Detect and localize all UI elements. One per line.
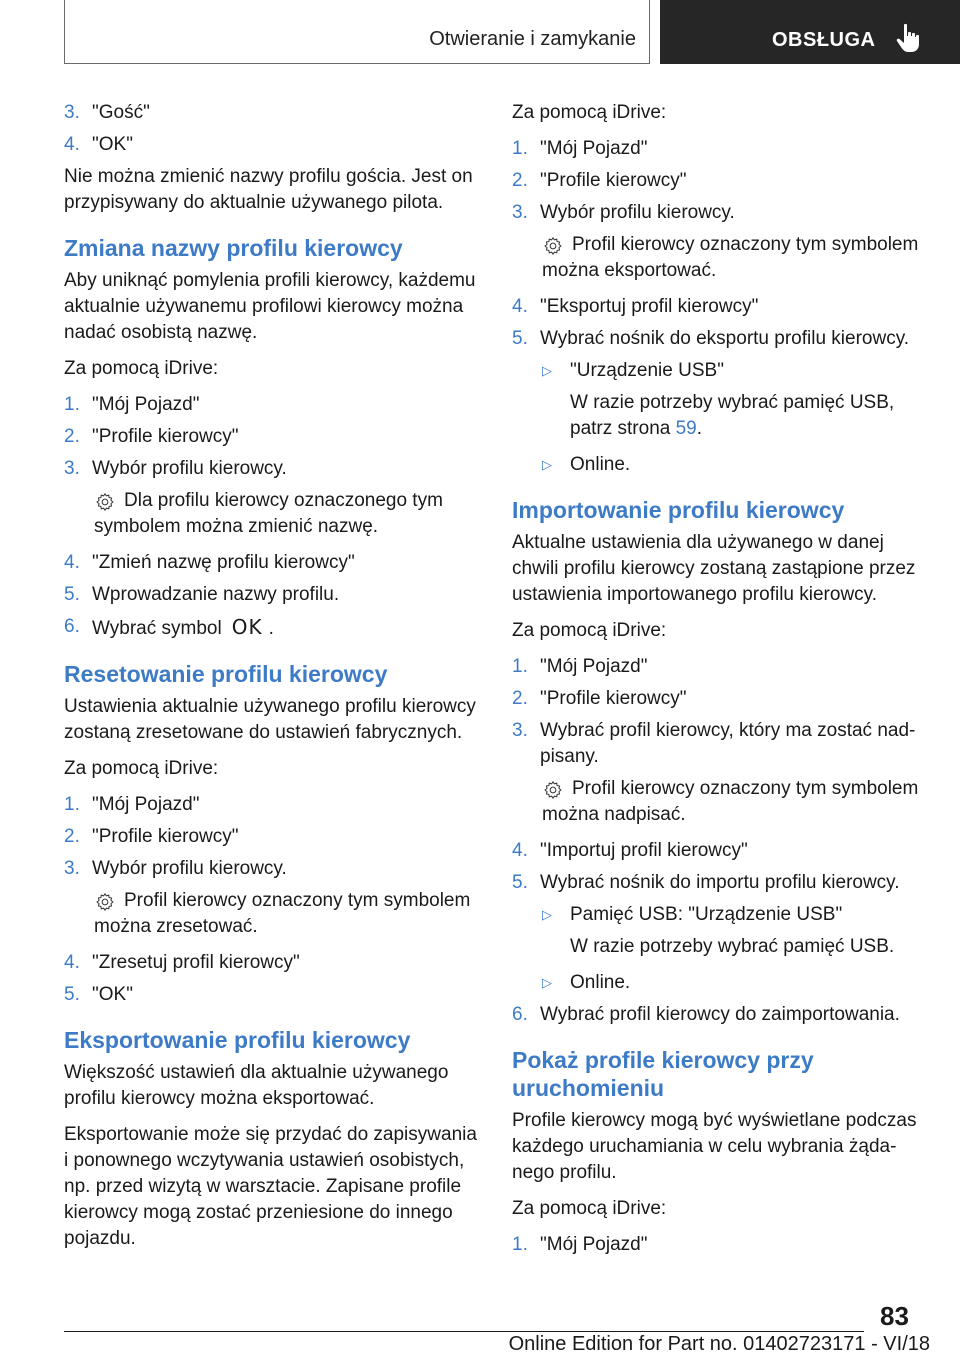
list-item: [64, 582, 482, 608]
list-item: [64, 982, 482, 1008]
list-number: 3.: [512, 202, 528, 223]
list-item: [512, 326, 930, 352]
list-item: [512, 136, 930, 162]
heading-export: Eksportowanie profilu kierowcy: [64, 1027, 411, 1053]
list-number: 3.: [64, 858, 80, 879]
list-text: "OK": [92, 134, 133, 155]
triangle-bullet-icon: ▷: [542, 363, 552, 378]
list-item: [64, 424, 482, 450]
list-item: [64, 950, 482, 976]
chapter-tab-label: OBSŁUGA: [772, 29, 876, 51]
list-text: "Eksportuj profil kierowcy": [540, 296, 759, 317]
list-item: [512, 1232, 930, 1258]
paragraph-show-profiles: Profile kierowcy mogą być wyświetlane podczas każdego uruchamiania w celu wybrania żądanego profilu.: [512, 1110, 917, 1183]
note-import: [512, 776, 930, 828]
list-item: [64, 392, 482, 418]
list-text: "Profile kierowcy": [92, 826, 239, 847]
bullet-item: [512, 970, 930, 996]
page-link[interactable]: 59: [675, 418, 697, 439]
paragraph-idrive: Za pomocą iDrive:: [64, 758, 219, 779]
list-number: 2.: [64, 426, 80, 447]
list-item: [512, 686, 930, 712]
list-text: Wprowadzanie nazwy profilu.: [92, 584, 340, 605]
list-number: 2.: [512, 170, 528, 191]
list-item: [512, 870, 930, 896]
heading-reset: Resetowanie profilu kierowcy: [64, 661, 388, 687]
paragraph-idrive: Za pomocą iDrive:: [512, 102, 667, 123]
paragraph-export-1: Większość ustawień dla aktualnie używanego profilu kierowcy można eksportować.: [64, 1062, 449, 1109]
bullet-subtext: [512, 390, 930, 442]
paragraph-export-2: Eksportowanie może się przydać do zapisywania i ponownego wczytywania ustawień osobistych, np. przed wizytą w warsztacie. Zapisane profile kierowcy mogą zostać przeniesione do innego pojazdu.: [64, 1124, 477, 1249]
list-text: Wybrać profil kierowcy, który ma zostać nadpisany.: [540, 720, 916, 767]
note-rename: [64, 488, 482, 540]
list-text: "Profile kierowcy": [540, 688, 687, 709]
list-number: 4.: [64, 952, 80, 973]
bullet-item: [512, 902, 930, 928]
list-number: 1.: [64, 794, 80, 815]
list-number: 6.: [64, 616, 80, 637]
list-text: Wybrać nośnik do importu profilu kierowcy.: [540, 872, 900, 893]
list-number: 4.: [512, 840, 528, 861]
ok-symbol: OK: [231, 615, 263, 639]
list-text: Wybór profilu kierowcy.: [92, 858, 287, 879]
list-number: 4.: [64, 552, 80, 573]
list-number: 6.: [512, 1004, 528, 1025]
list-number: 3.: [64, 458, 80, 479]
list-text: Wybór profilu kierowcy.: [540, 202, 735, 223]
list-item: [64, 550, 482, 576]
list-number: 5.: [512, 872, 528, 893]
list-number: 5.: [64, 584, 80, 605]
paragraph-idrive: Za pomocą iDrive:: [64, 358, 219, 379]
list-number: 1.: [64, 394, 80, 415]
bullet-subtext-body: W razie potrzeby wybrać pamięć USB, patrz strona: [570, 392, 895, 439]
list-item: [64, 792, 482, 818]
right-column: [512, 100, 930, 1264]
heading-import: Importowanie profilu kierowcy: [512, 497, 845, 523]
bullet-text: Online.: [570, 972, 631, 993]
header-left-rule: [64, 0, 65, 64]
list-number: 2.: [512, 688, 528, 709]
header-right-rule: [649, 0, 650, 64]
list-item: [512, 718, 930, 770]
list-item: [512, 200, 930, 226]
paragraph-guest: Nie można zmienić nazwy profilu gościa. Jest on przypisywany do aktualnie używanego pilota.: [64, 166, 473, 213]
gear-icon: [96, 893, 114, 911]
left-column: [64, 100, 482, 1262]
bullet-text: "Urządzenie USB": [570, 360, 724, 381]
note-text: Profil kierowcy oznaczony tym symbolem można zresetować.: [94, 890, 471, 937]
list-text: "Mój Pojazd": [92, 394, 200, 415]
list-item: [64, 824, 482, 850]
list-number: 1.: [512, 138, 528, 159]
gear-icon: [544, 781, 562, 799]
section-title: Otwieranie i zamykanie: [429, 28, 636, 50]
list-item: [512, 654, 930, 680]
list-number: 5.: [512, 328, 528, 349]
list-item: [512, 1002, 930, 1028]
note-text: Dla profilu kierowcy oznaczonego tym symbolem można zmienić nazwę.: [94, 490, 443, 537]
list-text: Wybrać profil kierowcy do zaimportowania.: [540, 1004, 900, 1025]
list-text-end: .: [268, 618, 274, 639]
gear-icon: [96, 493, 114, 511]
list-text: "Mój Pojazd": [92, 794, 200, 815]
list-item: [64, 132, 482, 158]
bullet-item: [512, 452, 930, 478]
list-number: 3.: [64, 102, 80, 123]
triangle-bullet-icon: ▷: [542, 457, 552, 472]
note-reset: [64, 888, 482, 940]
bullet-subtext-end: .: [696, 418, 703, 439]
list-text: "Profile kierowcy": [540, 170, 687, 191]
list-text: "Importuj profil kierowcy": [540, 840, 748, 861]
note-export: [512, 232, 930, 284]
list-number: 4.: [64, 134, 80, 155]
bullet-text: Online.: [570, 454, 631, 475]
heading-rename: Zmiana nazwy profilu kierowcy: [64, 235, 403, 261]
list-number: 5.: [64, 984, 80, 1005]
list-text: "Mój Pojazd": [540, 656, 648, 677]
list-number: 1.: [512, 1234, 528, 1255]
gear-icon: [544, 237, 562, 255]
list-item: [64, 856, 482, 882]
list-text: "Profile kierowcy": [92, 426, 239, 447]
list-text: Wybrać nośnik do eksportu profilu kierowcy.: [540, 328, 910, 349]
chapter-tab: [660, 0, 960, 64]
list-text: "Zmień nazwę profilu kierowcy": [92, 552, 355, 573]
paragraph-idrive: Za pomocą iDrive:: [512, 620, 667, 641]
paragraph-idrive: Za pomocą iDrive:: [512, 1198, 667, 1219]
list-text: "Gość": [92, 102, 150, 123]
page-number: 83: [880, 1301, 909, 1331]
list-text: "Mój Pojazd": [540, 138, 648, 159]
triangle-bullet-icon: ▷: [542, 907, 552, 922]
triangle-bullet-icon: ▷: [542, 975, 552, 990]
header-bottom-rule: [64, 63, 650, 64]
bullet-item: [512, 358, 930, 384]
list-item: [64, 456, 482, 482]
bullet-subtext: W razie potrzeby wybrać pamięć USB.: [570, 936, 895, 957]
list-number: 2.: [64, 826, 80, 847]
list-number: 1.: [512, 656, 528, 677]
list-number: 4.: [512, 296, 528, 317]
paragraph-import: Aktualne ustawienia dla używanego w danej chwili profilu kierowcy zostaną zastąpione przez ustawienia importowanego profilu kierowcy.: [512, 532, 916, 605]
list-item: [512, 838, 930, 864]
paragraph-reset: Ustawienia aktualnie używanego profilu kierowcy zostaną zresetowane do ustawień fabrycznych.: [64, 696, 476, 743]
list-text: "Zresetuj profil kierowcy": [92, 952, 300, 973]
heading-show-profiles: Pokaż profile kierowcy przy uruchomieniu: [512, 1047, 814, 1101]
list-number: 3.: [512, 720, 528, 741]
footer-rule: [64, 1331, 864, 1332]
list-text: Wybór profilu kierowcy.: [92, 458, 287, 479]
list-item: [64, 614, 482, 642]
list-item: [512, 294, 930, 320]
list-item: [64, 100, 482, 126]
list-text: "Mój Pojazd": [540, 1234, 648, 1255]
paragraph-rename: Aby uniknąć pomylenia profili kierowcy, każdemu aktualnie używanemu profilowi kierowcy można nadać osobistą nazwę.: [64, 270, 476, 343]
list-text: "OK": [92, 984, 133, 1005]
bullet-text: Pamięć USB: "Urządzenie USB": [570, 904, 843, 925]
note-text: Profil kierowcy oznaczony tym symbolem można nadpisać.: [542, 778, 919, 825]
pointing-hand-icon: [896, 22, 922, 54]
footer-edition: Online Edition for Part no. 01402723171 - VI/18: [508, 1333, 930, 1355]
list-item: [512, 168, 930, 194]
note-text: Profil kierowcy oznaczony tym symbolem można eksportować.: [542, 234, 919, 281]
list-text: Wybrać symbol: [92, 618, 222, 639]
